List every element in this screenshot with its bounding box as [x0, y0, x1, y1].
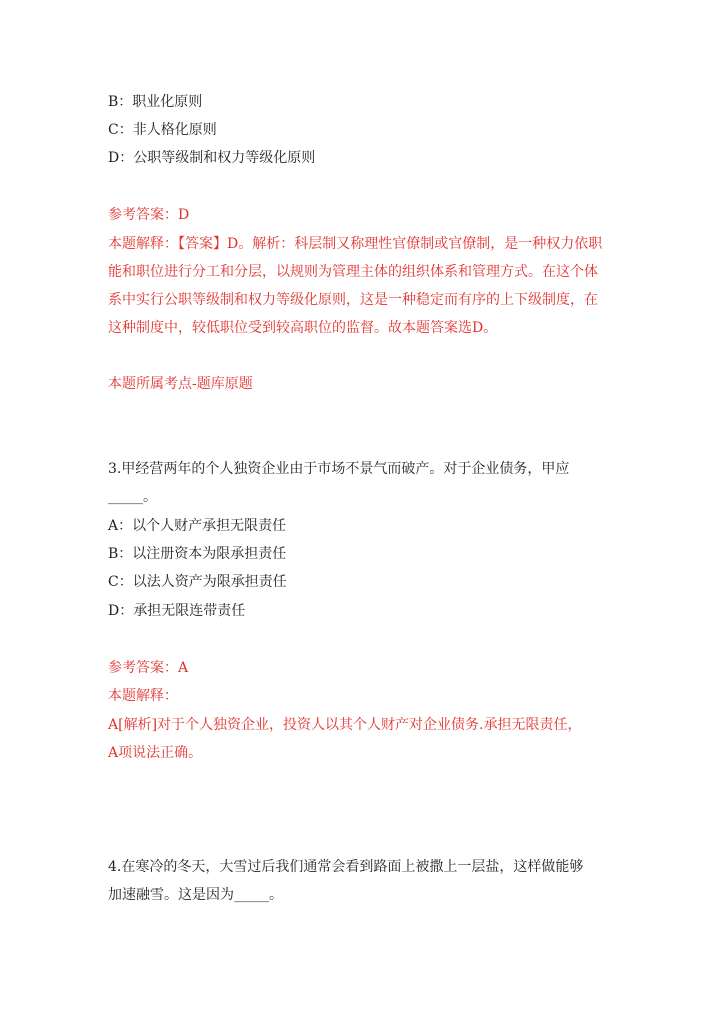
q3-option-a: A：以个人财产承担无限责任 — [108, 518, 287, 534]
q2-explanation: 本题解释：【答案】D。解析：科层制又称理性官僚制或官僚制，是一种权力依职能和职位进行分工和分层，以规则为管理主体的组织体系和管理方式。在这个体系中实行公职等级制和权力等级化原则，这是一种稳定而有序的上下级制度，在这种制度中，较低职位受到较高职位的监督。故本题答案选D。 — [108, 236, 603, 336]
q2-reference-answer: 参考答案：D — [108, 207, 190, 223]
q3-explanation-label: 本题解释： — [108, 688, 178, 704]
q2-source-note: 本题所属考点-题库原题 — [108, 376, 253, 392]
q4-stem-line1: 4.在寒冷的冬天，大雪过后我们通常会看到路面上被撒上一层盐，这样做能够 — [108, 859, 584, 875]
q3-option-c: C：以法人资产为限承担责任 — [108, 574, 287, 590]
q3-explanation-line2: A项说法正确。 — [108, 745, 203, 761]
q2-option-c: C：非人格化原则 — [108, 122, 217, 138]
q3-option-b: B：以注册资本为限承担责任 — [108, 546, 287, 562]
q2-option-d: D：公职等级制和权力等级化原则 — [108, 150, 316, 166]
q3-option-d: D：承担无限连带责任 — [108, 603, 246, 619]
q4-stem-line2: 加速融雪。这是因为_____。 — [108, 887, 283, 903]
q3-reference-answer: 参考答案：A — [108, 660, 189, 676]
q3-stem-line2: _____。 — [108, 489, 157, 505]
q3-explanation-line1: A[解析]对于个人独资企业，投资人以其个人财产对企业债务.承担无限责任， — [108, 717, 582, 733]
q3-stem-line1: 3.甲经营两年的个人独资企业由于市场不景气而破产。对于企业债务，甲应 — [108, 461, 570, 477]
q2-option-b: B：职业化原则 — [108, 94, 203, 110]
